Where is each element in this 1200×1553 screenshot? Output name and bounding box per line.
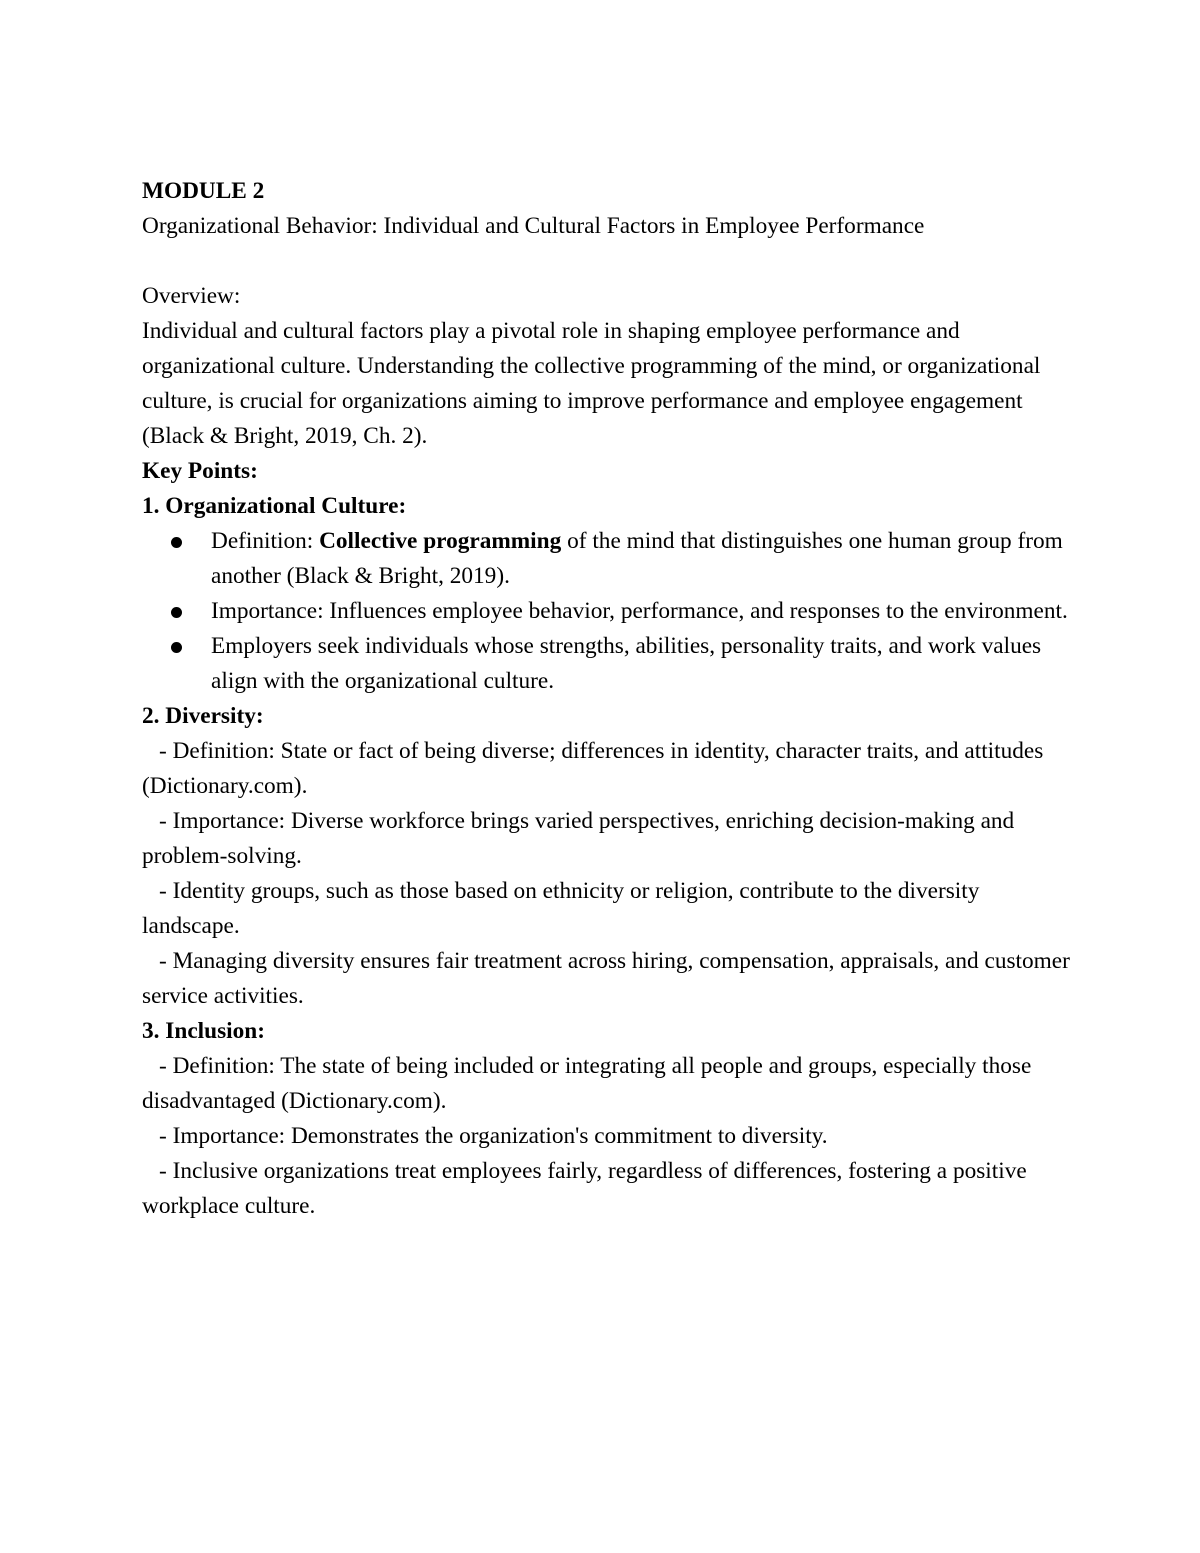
inclusion-item: - Inclusive organizations treat employees fairly, regardless of differences, fostering a positive workplace culture. [142, 1158, 1027, 1219]
spacer [142, 244, 1072, 279]
inclusion-item: - Definition: The state of being included or integrating all people and groups, especially those disadvantaged (Dictionary.com). [142, 1053, 1032, 1114]
bullet-icon [171, 607, 182, 618]
section-diversity-heading: 2. Diversity: [142, 703, 264, 729]
bullet-rest: of the mind that distinguishes one human group from another (Black & Bright, 2019). [211, 528, 1063, 589]
bullet-icon [171, 642, 182, 653]
inclusion-item: - Importance: Demonstrates the organization's commitment to diversity. [159, 1123, 828, 1149]
diversity-item: - Identity groups, such as those based on ethnicity or religion, contribute to the diversity landscape. [142, 878, 980, 939]
bullet-text: Importance: Influences employee behavior, performance, and responses to the environment. [211, 598, 1068, 624]
section-organizational-culture-heading: 1. Organizational Culture: [142, 493, 407, 519]
diversity-item: - Importance: Diverse workforce brings varied perspectives, enriching decision-making and problem-solving. [142, 808, 1015, 869]
bullet-prefix: Definition: [211, 528, 320, 554]
overview-heading: Overview: [142, 283, 241, 309]
diversity-item: - Managing diversity ensures fair treatment across hiring, compensation, appraisals, and customer service activities. [142, 948, 1070, 1009]
bullet-icon [171, 537, 182, 548]
bullet-text: Employers seek individuals whose strengths, abilities, personality traits, and work values align with the organizational culture. [211, 633, 1042, 694]
list-item [211, 594, 1072, 629]
section-inclusion-heading: 3. Inclusion: [142, 1018, 265, 1044]
key-points-heading: Key Points: [142, 458, 258, 484]
document-body [142, 174, 1072, 1224]
module-label: MODULE 2 [142, 178, 265, 204]
document-subtitle: Organizational Behavior: Individual and Cultural Factors in Employee Performance [142, 213, 925, 239]
diversity-item: - Definition: State or fact of being diverse; differences in identity, character traits, and attitudes (Dictionary.com). [142, 738, 1044, 799]
bullet-bold-term: Collective programming [319, 528, 562, 554]
overview-paragraph: Individual and cultural factors play a pivotal role in shaping employee performance and organizational culture. Understanding the collective programming of the mind, or organizational culture, is crucial for organizations aiming to improve performance and employee engagement (Black & Bright, 2019, Ch. 2). [142, 318, 1041, 449]
list-item [211, 629, 1072, 699]
organizational-culture-list [142, 524, 1072, 699]
list-item [211, 524, 1072, 594]
